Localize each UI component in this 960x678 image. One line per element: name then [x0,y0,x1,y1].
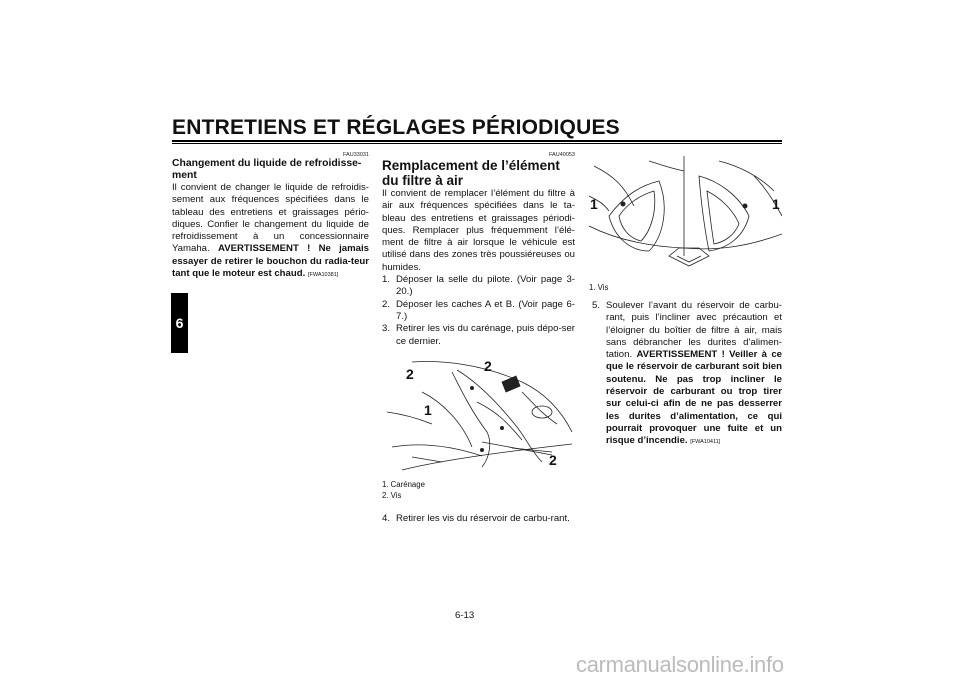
figure-caption [589,282,782,293]
warning-text: AVERTISSEMENT ! Veiller à ce que le réservoir de carburant soit bien soutenu. Ne pas trop incliner le réservoir de carburant ou trop tirer sur celui-ci afin de ne pas desserrer les durites d’alimentation, ce qui pourrait provoquer une fuite et un risque d’incendie. [606,349,782,447]
step-text: Soulever l’avant du réservoir de carbu-rant, puis l’incliner avec précaution et l’éloigner du boîtier de filtre à air, mais sans débrancher les durites d’alimen-tation. [606,300,782,361]
caption-item: 1. Carénage [382,480,425,489]
step-number: 3. [382,323,391,335]
body-text: Il convient de changer le liquide de refroidis-sement aux fréquences spécifiées dans le tableau des entretiens et graissages pério-diques. Confier le changement du liquide de refroidissement à un concessionnaire Yamaha. [172,182,369,255]
figure-captions [382,479,575,501]
section-code: FAU33031 [343,152,369,158]
figure-callout: 2 [549,452,557,468]
warning-code: [FWA10381] [307,272,339,279]
cowling-figure [382,352,575,477]
header-rule-thin [172,143,782,144]
step-item [592,300,782,449]
section-code: FAU40053 [549,152,575,158]
step-text: Retirer les vis du carénage, puis dépo-ser ce dernier. [396,323,575,347]
section-heading: Changement du liquide de refroidisse-ment [172,158,362,181]
step-number: 1. [382,274,391,286]
watermark: carmanualsonline.info [576,652,784,677]
step-number: 5. [592,300,601,311]
caption-item: 1. Vis [589,283,609,292]
page-title: ENTRETIENS ET RÉGLAGES PÉRIODIQUES [172,116,620,139]
step-text: Déposer les caches A et B. (Voir page 6-7.) [396,298,575,322]
figure-callout: 1 [772,196,780,212]
step-number: 4. [382,513,391,524]
figure-callout: 1 [590,196,598,212]
step-item [382,513,575,525]
step-item [382,299,575,324]
fuel-tank-figure [589,156,782,280]
warning-code: [FWA10411] [690,439,721,446]
figure-callout: 2 [406,366,414,382]
warning-text: AVERTISSEMENT ! Ne jamais essayer de retirer le bouchon du radia-teur tant que le moteur est chaud. [172,243,370,280]
figure-callout: 2 [484,358,492,374]
page-number: 6-13 [455,610,475,621]
section-heading: Remplacement de l’élément du filtre à air [382,158,560,188]
fuel-tank-illustration [589,156,782,280]
column-2-continued [382,513,575,525]
header-rule [172,140,782,142]
caption-item: 2. Vis [382,491,402,500]
column-1 [172,152,369,281]
section-body [172,182,369,281]
section-body: Il convient de remplacer l’élément du filtre à air aux fréquences spécifiées dans le ta-bleau des entretiens et graissages périodi-ques. Remplacer plus fréquemment l’élé-ment de filtre à air lorsque le véhicule est utilisé dans des zones très poussiéreuses ou humides. [382,188,575,273]
figure-callout: 1 [424,402,432,418]
chapter-tab: 6 [171,293,188,353]
step-item [382,323,575,348]
column-2 [382,152,575,348]
step-text: Retirer les vis du réservoir de carbu-rant. [396,513,570,524]
step-item [382,274,575,299]
step-text: Déposer la selle du pilote. (Voir page 3-20.) [396,274,575,298]
step-number: 2. [382,298,391,310]
column-3 [592,300,782,449]
